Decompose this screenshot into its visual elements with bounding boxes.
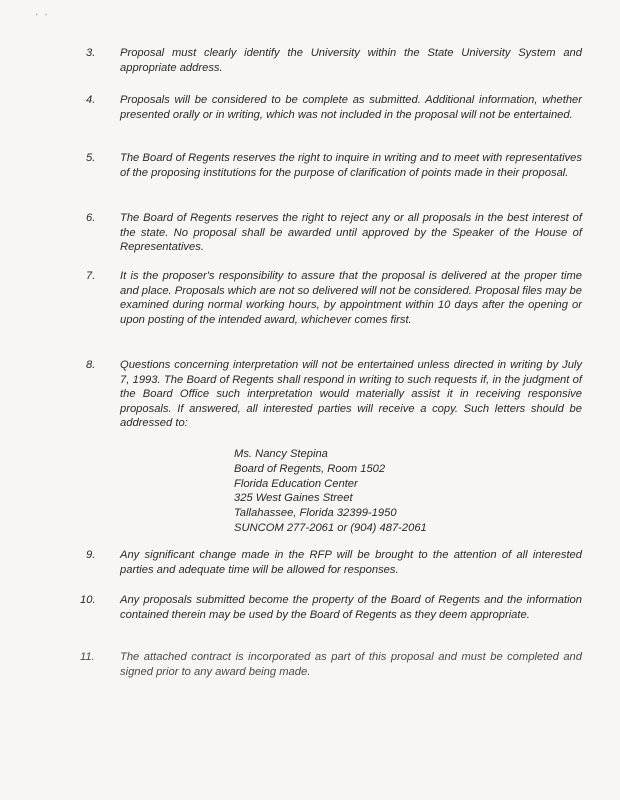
address-name: Ms. Nancy Stepina xyxy=(234,448,328,460)
item-text: Proposals will be considered to be complete as submitted. Additional information, whether presented orally or in writing, which was not included in the proposal will not be entertained. xyxy=(120,94,582,121)
item-number: 6. xyxy=(86,212,96,224)
address-city: Tallahassee, Florida 32399-1950 xyxy=(234,507,397,520)
item-number: 9. xyxy=(86,549,96,561)
item-number: 10. xyxy=(80,594,96,606)
item-number: 8. xyxy=(86,359,96,371)
address-phone: SUNCOM 277-2061 or (904) 487-2061 xyxy=(234,521,427,534)
item-number: 3. xyxy=(86,47,96,59)
item-text: It is the proposer's responsibility to assure that the proposal is delivered at the proper time and place. Proposals which are not so delivered will not be considered. Proposal files may be examined during normal working hours, by appointment within 10 days after the opening or upon posting of the intended award, whichever comes first. xyxy=(120,270,582,326)
item-text: Questions concerning interpretation will not be entertained unless directed in writing by July 7, 1993. The Board of Regents shall respond in writing to such requests if, in the judgment of the Board Office such interpretation would materially assist it in receiving responsive proposals. If answered, all interested parties will receive a copy. Such letters should be addressed to: xyxy=(120,359,582,430)
item-text: The Board of Regents reserves the right to inquire in writing and to meet with representatives of the proposing institutions for the purpose of clarification of points made in their proposal. xyxy=(120,152,582,179)
address-office: Board of Regents, Room 1502 xyxy=(234,462,386,475)
address-building: Florida Education Center xyxy=(234,477,358,490)
item-number: 4. xyxy=(86,94,96,106)
item-number: 7. xyxy=(86,270,96,282)
item-number: 5. xyxy=(86,152,96,164)
address-street: 325 West Gaines Street xyxy=(234,492,353,505)
item-text: Any proposals submitted become the property of the Board of Regents and the information contained therein may be used by the Board of Regents as they deem appropriate. xyxy=(120,594,582,621)
scan-speck: ' ' xyxy=(36,12,47,22)
item-text: The Board of Regents reserves the right to reject any or all proposals in the best interest of the state. No proposal shall be awarded until approved by the Speaker of the House of Representatives. xyxy=(120,212,582,254)
mailing-address xyxy=(234,447,427,536)
item-text: The attached contract is incorporated as part of this proposal and must be completed and signed prior to any award being made. xyxy=(120,651,582,678)
item-text: Any significant change made in the RFP will be brought to the attention of all interested parties and adequate time will be allowed for responses. xyxy=(120,549,582,576)
item-number: 11. xyxy=(80,651,95,663)
item-text: Proposal must clearly identify the University within the State University System and appropriate address. xyxy=(120,47,582,74)
